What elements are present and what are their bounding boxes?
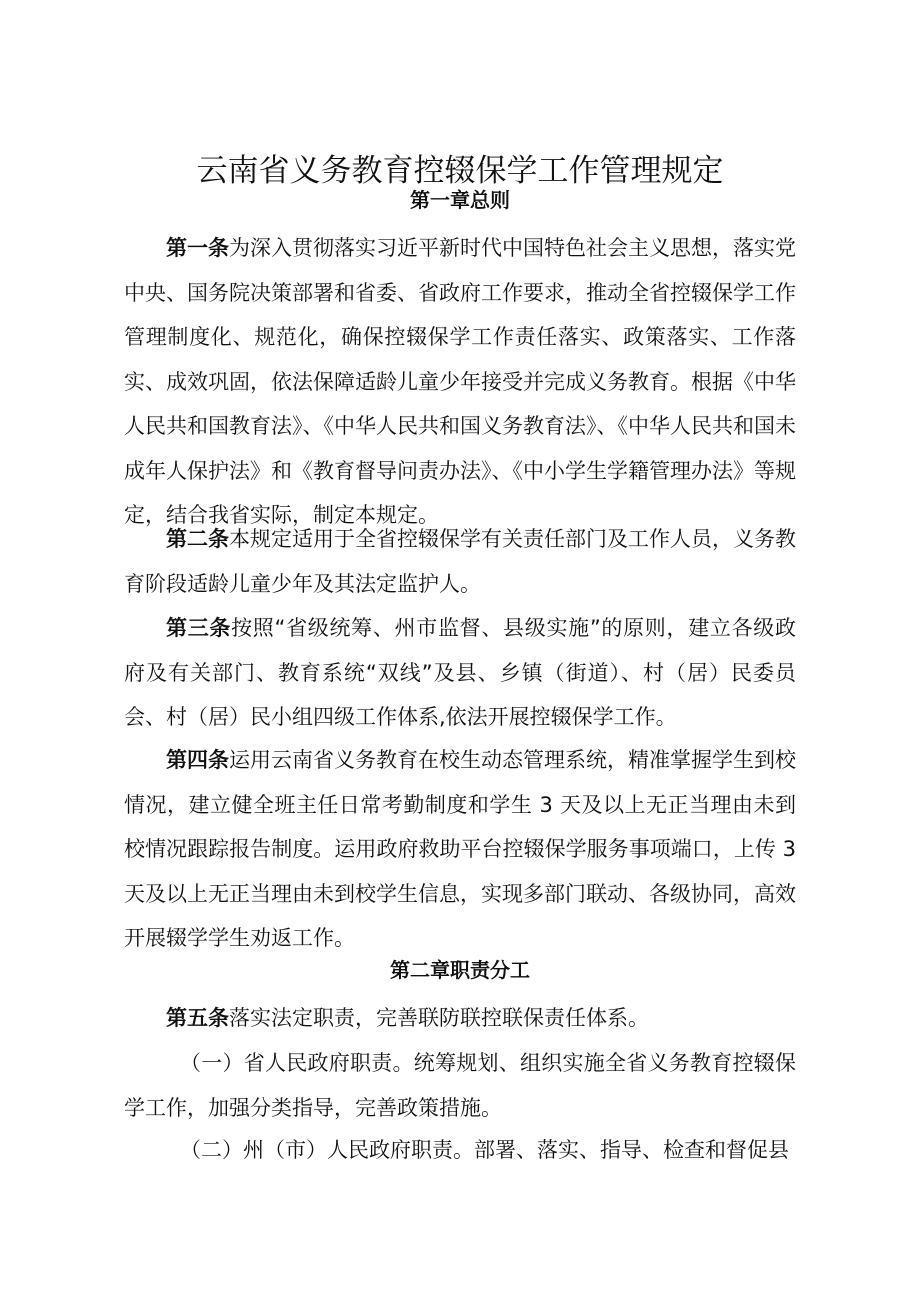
- article-5-item-2: （二）州（市）人民政府职责。部署、落实、指导、检查和督促县: [180, 1138, 789, 1162]
- article-2-label: 第二条: [166, 527, 229, 551]
- article-2: [124, 517, 796, 606]
- article-1: [124, 226, 796, 538]
- article-4: [124, 738, 796, 961]
- chapter-2-heading: 第二章职责分工: [390, 958, 530, 982]
- chapter-1-heading: 第一章总则: [410, 188, 510, 212]
- article-4-label: 第四条: [166, 748, 229, 772]
- article-3-label: 第三条: [166, 616, 232, 640]
- article-3-text: 按照“省级统筹、州市监督、县级实施”的原则，建立各级政府及有关部门、教育系统“双线”及县、乡镇（街道）、村（居）民委员会、村（居）民小组四级工作体系,依法开展控辍保学工作。: [124, 616, 796, 729]
- article-5-text: 落实法定职责，完善联防联控联保责任体系。: [229, 1006, 649, 1030]
- article-2-text: 本规定适用于全省控辍保学有关责任部门及工作人员，义务教育阶段适龄儿童少年及其法定监护人。: [124, 527, 796, 596]
- article-1-text: 为深入贯彻落实习近平新时代中国特色社会主义思想，落实党中央、国务院决策部署和省委、省政府工作要求，推动全省控辍保学工作管理制度化、规范化，确保控辍保学工作责任落实、政策落实、工作落实、成效巩固，依法保障适龄儿童少年接受并完成义务教育。根据《中华人民共和国教育法》、《中华人民共和国义务教育法》、《中华人民共和国未成年人保护法》和《教育督导问责办法》、《中小学生学籍管理办法》等规定，结合我省实际，制定本规定。: [124, 236, 796, 527]
- article-5-item-1: （一）省人民政府职责。统筹规划、组织实施全省义务教育控辍保学工作，加强分类指导，完善政策措施。: [124, 1051, 796, 1120]
- document-title: 云南省义务教育控辍保学工作管理规定: [196, 152, 724, 189]
- article-3: [124, 606, 796, 740]
- article-5: [124, 996, 796, 1041]
- article-5-label: 第五条: [166, 1006, 229, 1030]
- article-4-text: 运用云南省义务教育在校生动态管理系统，精准掌握学生到校情况，建立健全班主任日常考勤制度和学生 3 天及以上无正当理由未到校情况跟踪报告制度。运用政府救助平台控辍保学服务事项端口，上传 3 天及以上无正当理由未到校学生信息，实现多部门联动、各级协同，高效开展辍学学生劝返工作。: [124, 748, 796, 950]
- article-1-label: 第一条: [166, 236, 229, 260]
